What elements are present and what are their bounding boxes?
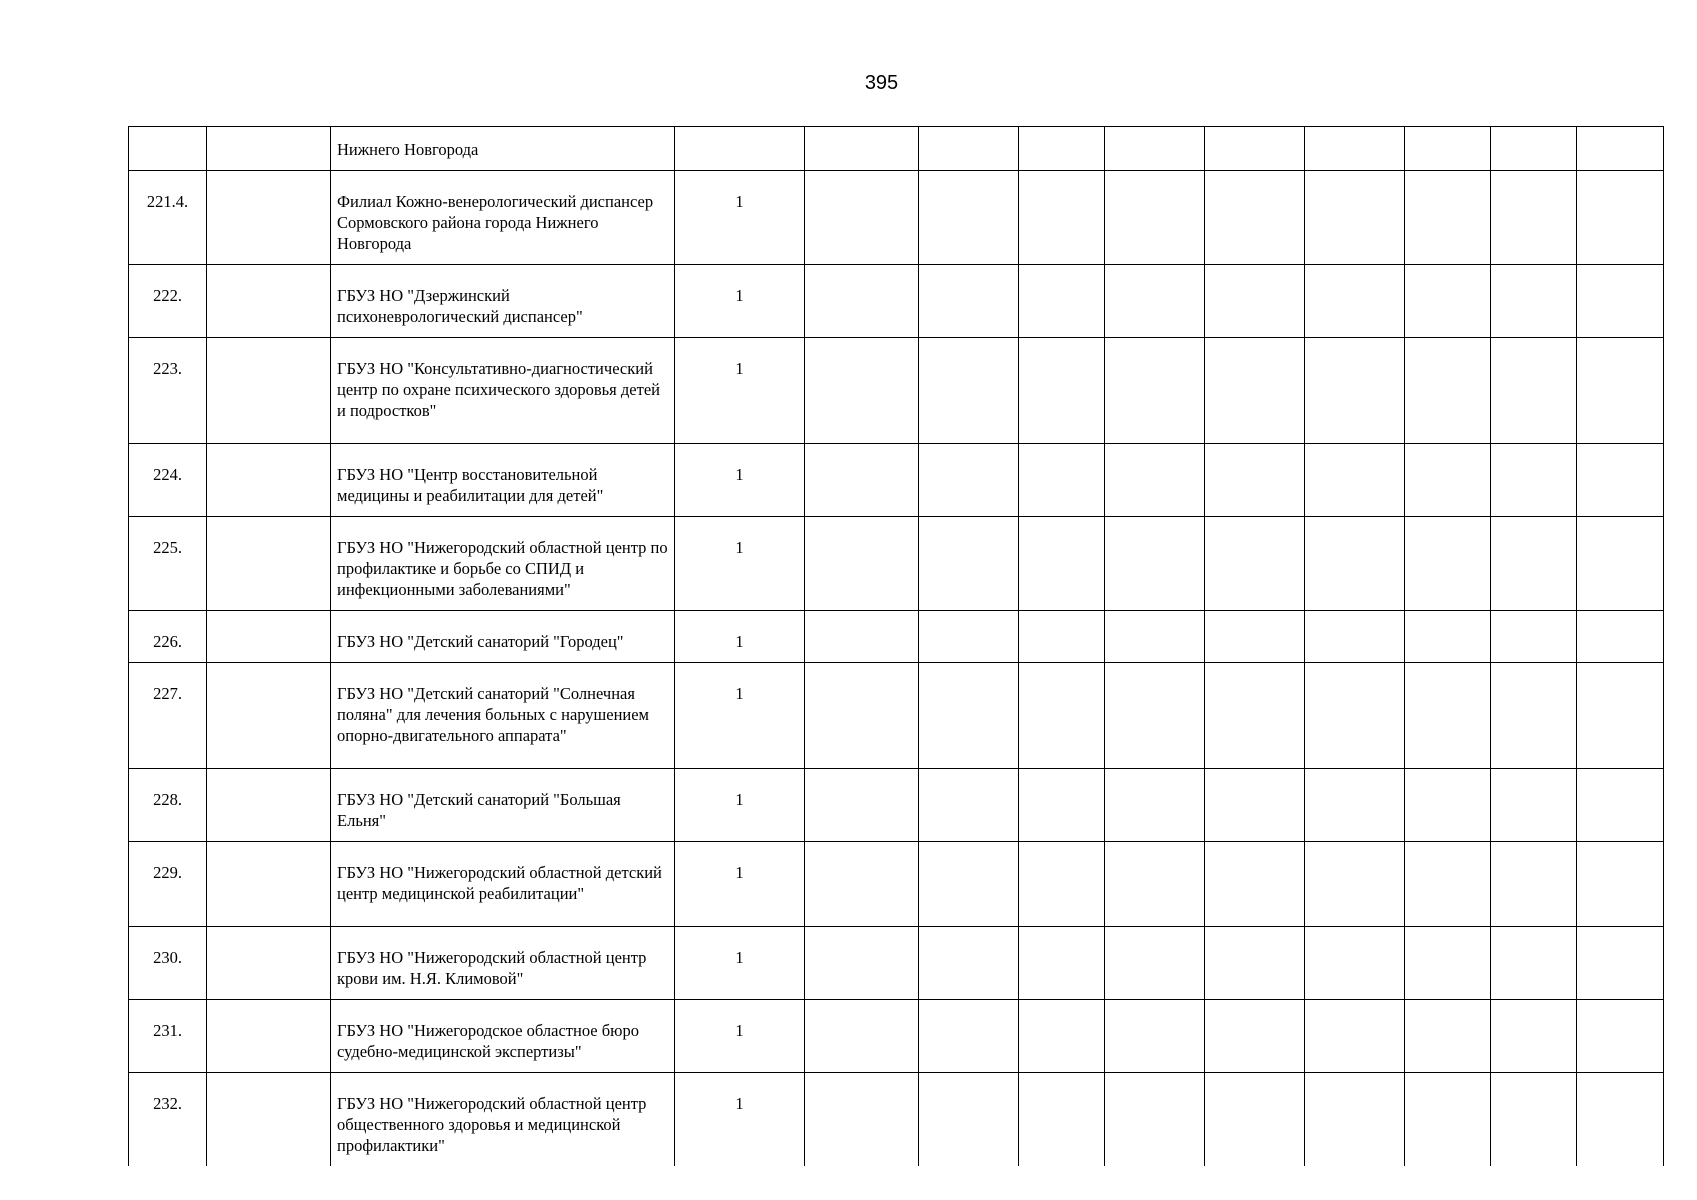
- institution-name-cell: ГБУЗ НО "Дзержинский психоневрологический диспансер": [331, 265, 675, 338]
- empty-cell: [805, 265, 919, 338]
- empty-cell: [1019, 517, 1105, 611]
- empty-cell: [1491, 769, 1577, 842]
- empty-cell: [1577, 663, 1664, 769]
- empty-cell: [1305, 338, 1405, 444]
- empty-cell: [1491, 611, 1577, 663]
- empty-cell: [1205, 1000, 1305, 1073]
- empty-cell: [805, 171, 919, 265]
- quantity-cell: 1: [675, 769, 805, 842]
- empty-cell: [1491, 1000, 1577, 1073]
- empty-cell: [207, 1073, 331, 1167]
- row-number-cell: 224.: [129, 444, 207, 517]
- empty-cell: [1205, 171, 1305, 265]
- empty-cell: [207, 265, 331, 338]
- quantity-cell: 1: [675, 265, 805, 338]
- empty-cell: [1105, 842, 1205, 927]
- table-row: [129, 127, 1664, 171]
- quantity-cell: 1: [675, 663, 805, 769]
- empty-cell: [1491, 1073, 1577, 1167]
- empty-cell: [1405, 171, 1491, 265]
- empty-cell: [1019, 127, 1105, 171]
- table-row: [129, 1073, 1664, 1167]
- row-number-cell: 222.: [129, 265, 207, 338]
- empty-cell: [1019, 338, 1105, 444]
- institution-name-cell: Филиал Кожно-венерологический диспансер Сормовского района города Нижнего Новгорода: [331, 171, 675, 265]
- empty-cell: [1491, 171, 1577, 265]
- empty-cell: [1019, 1000, 1105, 1073]
- empty-cell: [1305, 769, 1405, 842]
- empty-cell: [1405, 927, 1491, 1000]
- empty-cell: [207, 517, 331, 611]
- quantity-cell: [675, 127, 805, 171]
- empty-cell: [1577, 127, 1664, 171]
- row-number-cell: 221.4.: [129, 171, 207, 265]
- row-number-cell: 230.: [129, 927, 207, 1000]
- empty-cell: [1305, 171, 1405, 265]
- empty-cell: [1577, 611, 1664, 663]
- quantity-cell: 1: [675, 171, 805, 265]
- empty-cell: [1019, 842, 1105, 927]
- empty-cell: [1019, 611, 1105, 663]
- empty-cell: [1205, 338, 1305, 444]
- table-row: [129, 171, 1664, 265]
- row-number-cell: 228.: [129, 769, 207, 842]
- empty-cell: [1205, 517, 1305, 611]
- empty-cell: [919, 265, 1019, 338]
- institution-name-cell: ГБУЗ НО "Нижегородский областной детский центр медицинской реабилитации": [331, 842, 675, 927]
- empty-cell: [1105, 1000, 1205, 1073]
- empty-cell: [1205, 265, 1305, 338]
- empty-cell: [919, 338, 1019, 444]
- empty-cell: [1105, 338, 1205, 444]
- empty-cell: [1491, 517, 1577, 611]
- empty-cell: [919, 517, 1019, 611]
- empty-cell: [207, 769, 331, 842]
- row-number-cell: 226.: [129, 611, 207, 663]
- empty-cell: [805, 927, 919, 1000]
- empty-cell: [1105, 265, 1205, 338]
- empty-cell: [919, 1073, 1019, 1167]
- empty-cell: [1105, 1073, 1205, 1167]
- institution-name-cell: ГБУЗ НО "Детский санаторий "Солнечная поляна" для лечения больных с нарушением опорно-двигательного аппарата": [331, 663, 675, 769]
- empty-cell: [1105, 663, 1205, 769]
- empty-cell: [1405, 127, 1491, 171]
- empty-cell: [1105, 444, 1205, 517]
- empty-cell: [1405, 444, 1491, 517]
- empty-cell: [1405, 1000, 1491, 1073]
- empty-cell: [1491, 338, 1577, 444]
- row-number-cell: 227.: [129, 663, 207, 769]
- empty-cell: [1577, 1073, 1664, 1167]
- empty-cell: [207, 1000, 331, 1073]
- empty-cell: [1305, 1073, 1405, 1167]
- table-row: [129, 663, 1664, 769]
- empty-cell: [1405, 842, 1491, 927]
- empty-cell: [1577, 265, 1664, 338]
- empty-cell: [1205, 611, 1305, 663]
- empty-cell: [207, 171, 331, 265]
- empty-cell: [1405, 1073, 1491, 1167]
- institution-name-cell: ГБУЗ НО "Детский санаторий "Большая Ельня": [331, 769, 675, 842]
- empty-cell: [805, 842, 919, 927]
- empty-cell: [805, 1000, 919, 1073]
- quantity-cell: 1: [675, 338, 805, 444]
- row-number-cell: 231.: [129, 1000, 207, 1073]
- empty-cell: [1491, 663, 1577, 769]
- empty-cell: [1105, 517, 1205, 611]
- institution-name-cell: ГБУЗ НО "Нижегородский областной центр крови им. Н.Я. Климовой": [331, 927, 675, 1000]
- empty-cell: [919, 127, 1019, 171]
- empty-cell: [1577, 769, 1664, 842]
- empty-cell: [919, 927, 1019, 1000]
- empty-cell: [1491, 127, 1577, 171]
- empty-cell: [207, 611, 331, 663]
- empty-cell: [1305, 842, 1405, 927]
- row-number-cell: 229.: [129, 842, 207, 927]
- table-row: [129, 1000, 1664, 1073]
- empty-cell: [805, 611, 919, 663]
- empty-cell: [1019, 769, 1105, 842]
- empty-cell: [805, 338, 919, 444]
- quantity-cell: 1: [675, 1000, 805, 1073]
- empty-cell: [1205, 1073, 1305, 1167]
- empty-cell: [207, 927, 331, 1000]
- empty-cell: [1205, 663, 1305, 769]
- empty-cell: [1305, 265, 1405, 338]
- quantity-cell: 1: [675, 1073, 805, 1167]
- institution-name-cell: Нижнего Новгорода: [331, 127, 675, 171]
- quantity-cell: 1: [675, 927, 805, 1000]
- empty-cell: [1205, 444, 1305, 517]
- empty-cell: [1405, 517, 1491, 611]
- table-row: [129, 517, 1664, 611]
- empty-cell: [1305, 663, 1405, 769]
- empty-cell: [1577, 338, 1664, 444]
- empty-cell: [1577, 517, 1664, 611]
- empty-cell: [1019, 444, 1105, 517]
- empty-cell: [1405, 769, 1491, 842]
- empty-cell: [1405, 265, 1491, 338]
- institution-name-cell: ГБУЗ НО "Центр восстановительной медицины и реабилитации для детей": [331, 444, 675, 517]
- quantity-cell: 1: [675, 517, 805, 611]
- empty-cell: [1577, 171, 1664, 265]
- empty-cell: [919, 444, 1019, 517]
- empty-cell: [805, 444, 919, 517]
- institution-name-cell: ГБУЗ НО "Детский санаторий "Городец": [331, 611, 675, 663]
- quantity-cell: 1: [675, 444, 805, 517]
- table-row: [129, 444, 1664, 517]
- empty-cell: [1305, 1000, 1405, 1073]
- empty-cell: [1105, 769, 1205, 842]
- empty-cell: [207, 663, 331, 769]
- empty-cell: [1305, 444, 1405, 517]
- empty-cell: [1577, 927, 1664, 1000]
- quantity-cell: 1: [675, 611, 805, 663]
- table-row: [129, 927, 1664, 1000]
- empty-cell: [1019, 927, 1105, 1000]
- table-row: [129, 338, 1664, 444]
- empty-cell: [919, 663, 1019, 769]
- empty-cell: [805, 1073, 919, 1167]
- table-row: [129, 265, 1664, 338]
- empty-cell: [1205, 127, 1305, 171]
- empty-cell: [1205, 927, 1305, 1000]
- empty-cell: [1305, 611, 1405, 663]
- quantity-cell: 1: [675, 842, 805, 927]
- institutions-table: [128, 126, 1664, 1166]
- empty-cell: [1405, 611, 1491, 663]
- table-row: [129, 769, 1664, 842]
- empty-cell: [805, 517, 919, 611]
- empty-cell: [1577, 842, 1664, 927]
- empty-cell: [207, 338, 331, 444]
- page-number: 395: [864, 72, 899, 94]
- empty-cell: [805, 127, 919, 171]
- empty-cell: [207, 444, 331, 517]
- empty-cell: [919, 171, 1019, 265]
- institution-name-cell: ГБУЗ НО "Нижегородский областной центр по профилактике и борьбе со СПИД и инфекционными заболеваниями": [331, 517, 675, 611]
- row-number-cell: [129, 127, 207, 171]
- empty-cell: [1405, 663, 1491, 769]
- empty-cell: [1205, 842, 1305, 927]
- empty-cell: [207, 127, 331, 171]
- empty-cell: [1577, 1000, 1664, 1073]
- empty-cell: [919, 611, 1019, 663]
- empty-cell: [1019, 265, 1105, 338]
- empty-cell: [919, 842, 1019, 927]
- empty-cell: [1105, 927, 1205, 1000]
- empty-cell: [1491, 444, 1577, 517]
- empty-cell: [1105, 171, 1205, 265]
- empty-cell: [1105, 611, 1205, 663]
- empty-cell: [1019, 663, 1105, 769]
- empty-cell: [1305, 127, 1405, 171]
- empty-cell: [1019, 1073, 1105, 1167]
- row-number-cell: 223.: [129, 338, 207, 444]
- empty-cell: [1305, 517, 1405, 611]
- row-number-cell: 232.: [129, 1073, 207, 1167]
- empty-cell: [1577, 444, 1664, 517]
- empty-cell: [207, 842, 331, 927]
- empty-cell: [1019, 171, 1105, 265]
- table-row: [129, 842, 1664, 927]
- table-row: [129, 611, 1664, 663]
- empty-cell: [1105, 127, 1205, 171]
- empty-cell: [805, 663, 919, 769]
- institution-name-cell: ГБУЗ НО "Нижегородский областной центр общественного здоровья и медицинской профилактики": [331, 1073, 675, 1167]
- empty-cell: [805, 769, 919, 842]
- empty-cell: [1405, 338, 1491, 444]
- empty-cell: [1305, 927, 1405, 1000]
- empty-cell: [1491, 927, 1577, 1000]
- empty-cell: [1491, 265, 1577, 338]
- row-number-cell: 225.: [129, 517, 207, 611]
- institution-name-cell: ГБУЗ НО "Нижегородское областное бюро судебно-медицинской экспертизы": [331, 1000, 675, 1073]
- empty-cell: [1205, 769, 1305, 842]
- empty-cell: [919, 769, 1019, 842]
- institution-name-cell: ГБУЗ НО "Консультативно-диагностический центр по охране психического здоровья детей и подростков": [331, 338, 675, 444]
- empty-cell: [1491, 842, 1577, 927]
- empty-cell: [919, 1000, 1019, 1073]
